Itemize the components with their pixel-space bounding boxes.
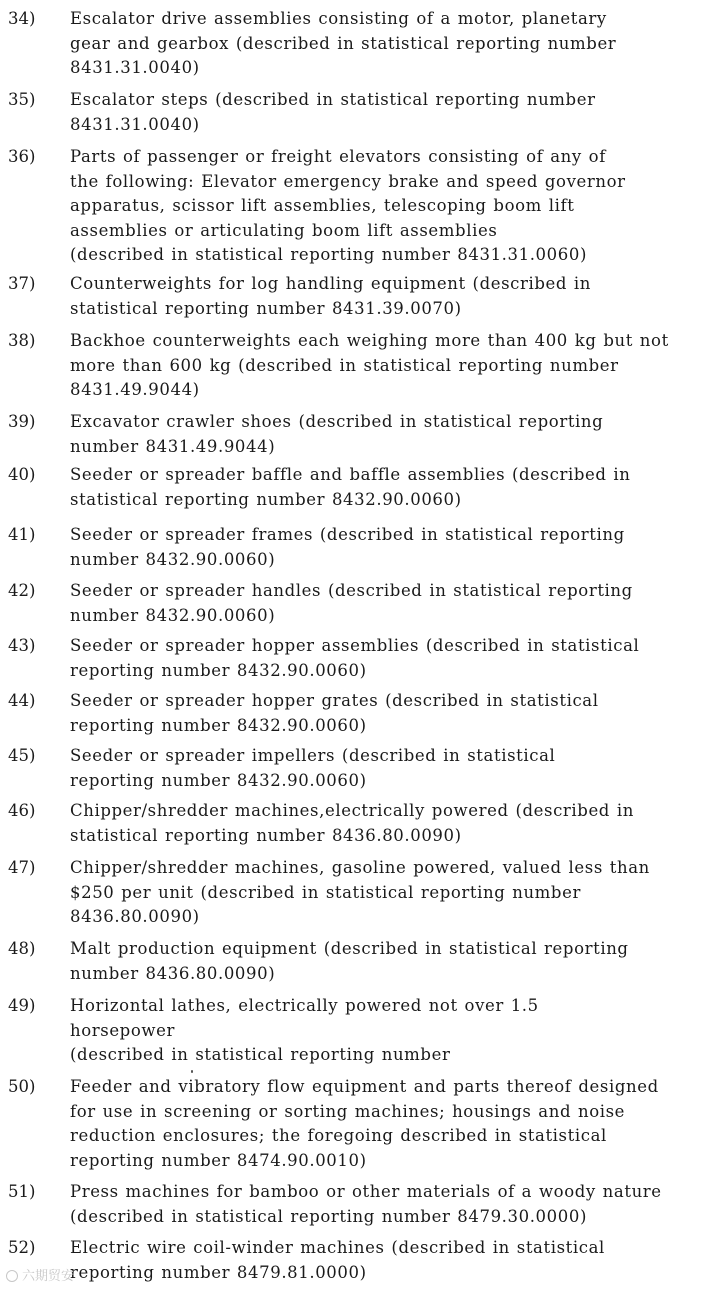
item-text-line: statistical reporting number 8432.90.0060) (70, 489, 462, 509)
item-text (70, 937, 696, 986)
item-text (70, 145, 696, 268)
item-text-line: statistical reporting number 8436.80.0090) (70, 825, 462, 845)
item-text-line: reporting number 8432.90.0060) (70, 660, 367, 680)
item-number: 50) (8, 1077, 36, 1096)
item-text (70, 856, 696, 930)
item-text-line: reporting number 8479.81.0000) (70, 1262, 367, 1282)
item-text-line: reporting number 8474.90.0010) (70, 1150, 367, 1170)
item-text-line: Backhoe counterweights each weighing more than 400 kg but not (70, 331, 669, 350)
item-text-line: apparatus, scissor lift assemblies, telescoping boom lift (70, 196, 575, 215)
item-text-line: Seeder or spreader baffle and baffle assemblies (described in (70, 465, 631, 484)
item-text-line: Malt production equipment (described in statistical reporting (70, 939, 629, 958)
item-text (70, 1236, 696, 1285)
item-text-line: Chipper/shredder machines, gasoline powered, valued less than (70, 858, 650, 877)
watermark-logo-icon (6, 1270, 18, 1282)
item-text-line: 8431.31.0040) (70, 114, 200, 134)
item-text-line: Chipper/shredder machines,electrically powered (described in (70, 801, 634, 820)
item-text-line: for use in screening or sorting machines; housings and noise (70, 1101, 626, 1121)
item-text-line: assemblies or articulating boom lift assemblies (70, 220, 498, 240)
item-text (70, 634, 696, 683)
item-number: 48) (8, 939, 36, 958)
item-text-line: more than 600 kg (described in statistical reporting number (70, 355, 619, 375)
item-text-line: Press machines for bamboo or other materials of a woody nature (70, 1182, 662, 1201)
item-number: 44) (8, 691, 36, 710)
item-number: 42) (8, 581, 36, 600)
item-text-line: 8436.80.0090) (70, 907, 200, 926)
item-text-line: Seeder or spreader frames (described in statistical reporting (70, 525, 625, 544)
item-text (70, 1180, 696, 1229)
item-text (70, 7, 696, 81)
item-text-line: statistical reporting number 8431.39.0070) (70, 298, 462, 318)
item-text (70, 799, 696, 848)
item-text-line: Excavator crawler shoes (described in statistical reporting (70, 412, 604, 431)
item-text-line: horsepower (70, 1020, 175, 1040)
item-text-line: Feeder and vibratory flow equipment and parts thereof designed (70, 1077, 659, 1096)
item-text-line: reporting number 8432.90.0060) (70, 715, 367, 735)
item-text-line: Parts of passenger or freight elevators consisting of any of (70, 147, 606, 166)
item-text-line: gear and gearbox (described in statistical reporting number (70, 33, 617, 53)
item-number: 35) (8, 90, 36, 109)
item-text-line: reporting number 8432.90.0060) (70, 770, 367, 790)
item-text-line: Electric wire coil-winder machines (described in statistical (70, 1238, 605, 1257)
item-text (70, 689, 696, 738)
item-number: 51) (8, 1182, 36, 1201)
item-text-line: $250 per unit (described in statistical reporting number (70, 882, 581, 902)
item-number: 36) (8, 147, 36, 166)
item-text-line: Horizontal lathes, electrically powered not over 1.5 (70, 996, 539, 1015)
item-text (70, 463, 696, 512)
item-number: 40) (8, 465, 36, 484)
item-text-line: Seeder or spreader hopper assemblies (described in statistical (70, 636, 640, 655)
watermark (6, 1265, 74, 1284)
watermark-text: 六期贸安 (22, 1269, 75, 1284)
item-number: 46) (8, 801, 36, 820)
item-text (70, 994, 696, 1068)
item-text-line: Counterweights for log handling equipment (described in (70, 274, 592, 293)
item-text-line: number 8432.90.0060) (70, 549, 276, 569)
item-text (70, 744, 696, 793)
item-text-line: Escalator steps (described in statistical reporting number (70, 90, 596, 109)
item-text (70, 272, 696, 321)
item-number: 37) (8, 274, 36, 293)
item-text-line: 8431.31.0040) (70, 58, 200, 77)
item-number: 34) (8, 9, 36, 28)
scan-speck (191, 1070, 193, 1073)
item-text (70, 329, 696, 403)
item-number: 52) (8, 1238, 36, 1257)
item-text-line: number 8436.80.0090) (70, 963, 276, 983)
item-text-line: Seeder or spreader impellers (described in statistical (70, 746, 556, 765)
item-text (70, 579, 696, 628)
item-number: 45) (8, 746, 36, 765)
item-text-line: Seeder or spreader hopper grates (described in statistical (70, 691, 599, 710)
item-text (70, 88, 696, 137)
item-number: 47) (8, 858, 36, 877)
item-text-line: number 8431.49.9044) (70, 436, 276, 456)
item-text (70, 410, 696, 459)
item-text (70, 523, 696, 572)
item-text-line: Seeder or spreader handles (described in statistical reporting (70, 581, 633, 600)
item-number: 38) (8, 331, 36, 350)
item-text-line: Escalator drive assemblies consisting of a motor, planetary (70, 9, 607, 28)
item-number: 43) (8, 636, 36, 655)
item-text (70, 1075, 696, 1173)
item-number: 39) (8, 412, 36, 431)
item-text-line: the following: Elevator emergency brake and speed governor (70, 171, 626, 191)
item-number: 41) (8, 525, 36, 544)
item-text-line: 8431.49.9044) (70, 380, 200, 399)
item-text-line: (described in statistical reporting number (70, 1045, 451, 1064)
item-text-line: reduction enclosures; the foregoing described in statistical (70, 1126, 607, 1145)
item-text-line: (described in statistical reporting number 8479.30.0000) (70, 1206, 587, 1226)
item-number: 49) (8, 996, 36, 1015)
item-text-line: (described in statistical reporting number 8431.31.0060) (70, 245, 587, 264)
item-text-line: number 8432.90.0060) (70, 605, 276, 625)
